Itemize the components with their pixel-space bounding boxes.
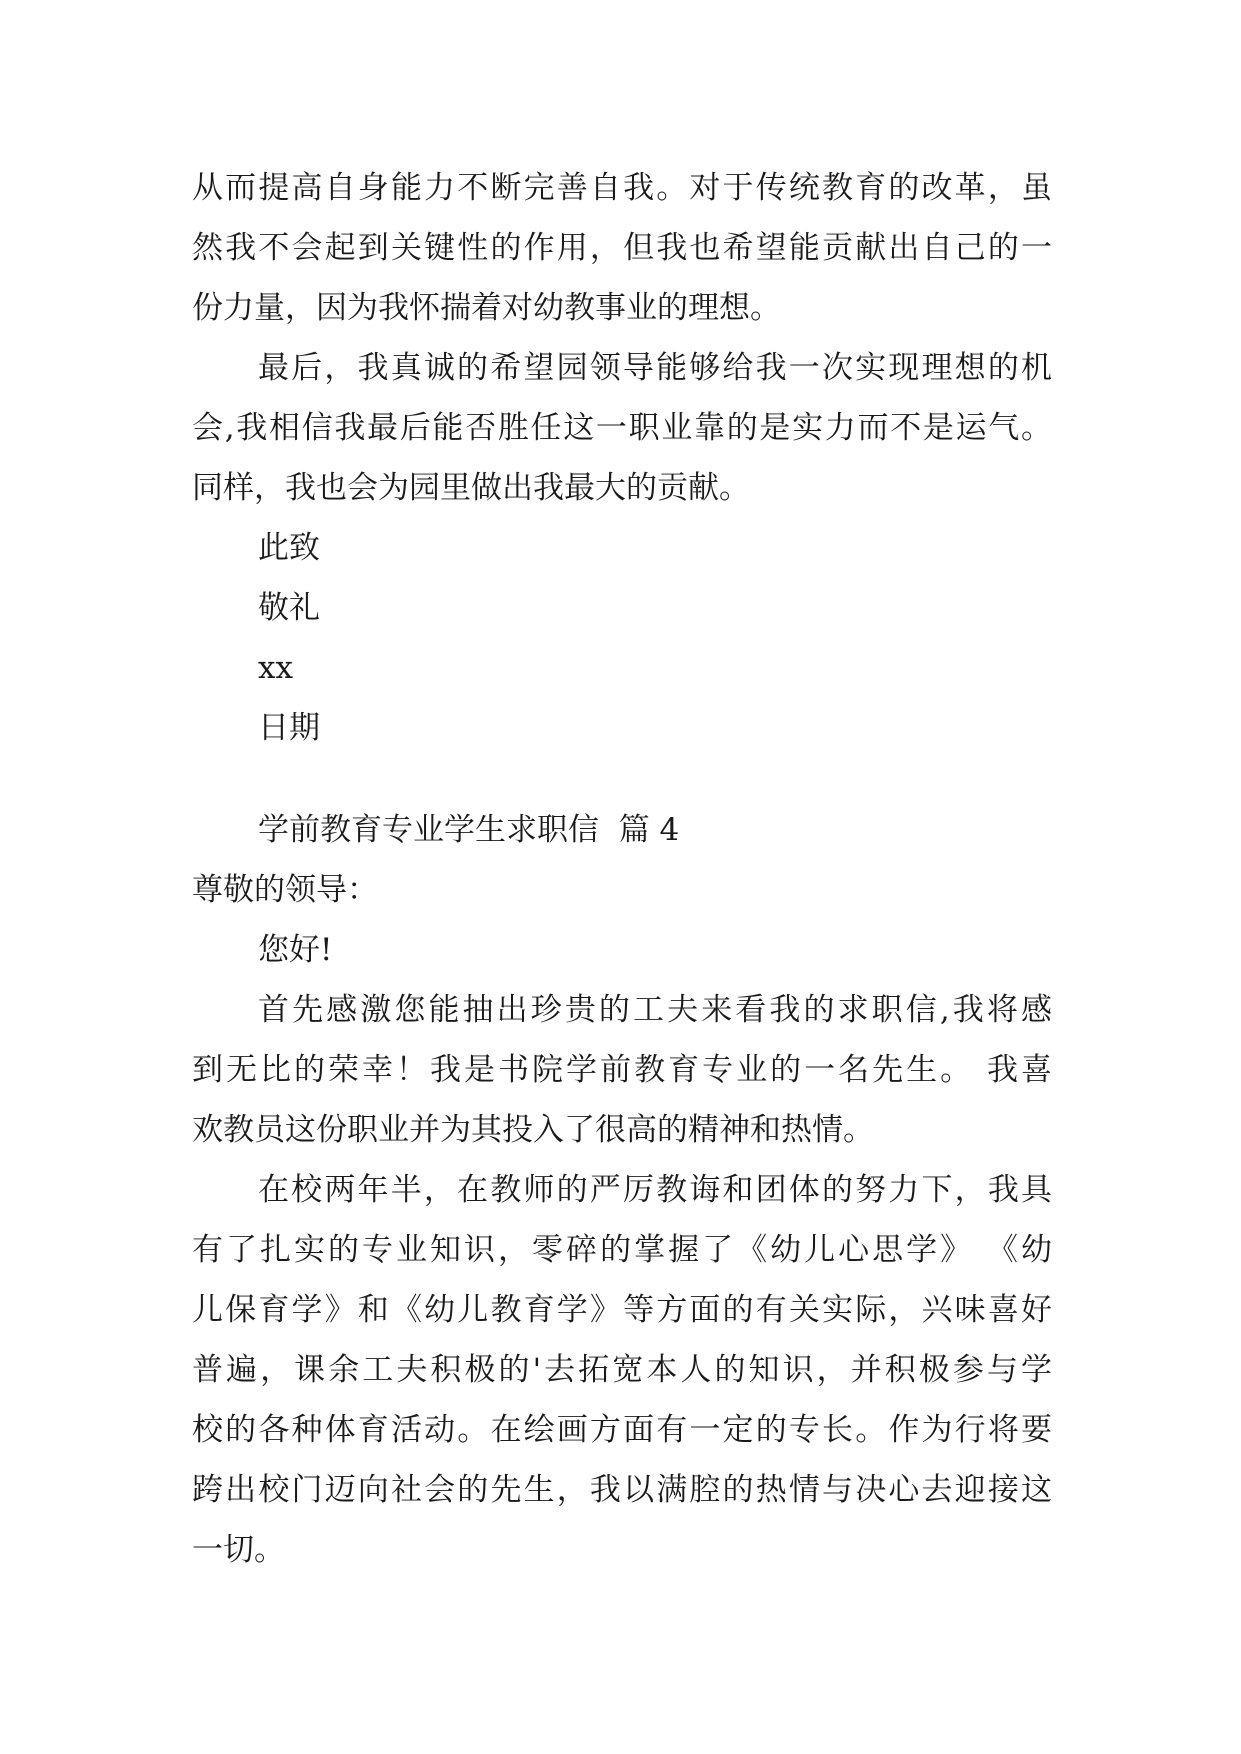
paragraph-line: 最后，我真诚的希望园领导能够给我一次实现理想的机 xyxy=(258,350,1052,386)
paragraph-line: 校的各种体育活动。在绘画方面有一定的专长。作为行将要 xyxy=(192,1412,1052,1448)
signature-date: 日期 xyxy=(258,710,320,746)
paragraph-line: 一切。 xyxy=(192,1532,285,1568)
closing-jingli: 敬礼 xyxy=(258,590,320,626)
paragraph-line: 同样，我也会为园里做出我最大的贡献。 xyxy=(192,470,750,506)
salutation: 尊敬的领导： xyxy=(192,872,378,908)
signature-name: xx xyxy=(258,650,293,686)
paragraph-line: 会,我相信我最后能否胜任这一职业靠的是实力而不是运气。 xyxy=(192,410,1052,446)
paragraph-line: 跨出校门迈向社会的先生，我以满腔的热情与决心去迎接这 xyxy=(192,1472,1052,1508)
paragraph-line: 欢教员这份职业并为其投入了很高的精神和热情。 xyxy=(192,1112,874,1148)
paragraph-line: 儿保育学》和《幼儿教育学》等方面的有关实际，兴味喜好 xyxy=(192,1292,1052,1328)
paragraph-line: 有了扎实的专业知识，零碎的掌握了《幼儿心思学》 《幼 xyxy=(192,1232,1052,1268)
paragraph-line: 然我不会起到关键性的作用，但我也希望能贡献出自己的一 xyxy=(192,230,1052,266)
paragraph-line: 份力量，因为我怀揣着对幼教事业的理想。 xyxy=(192,290,781,326)
paragraph-line: 首先感激您能抽出珍贵的工夫来看我的求职信,我将感 xyxy=(258,992,1052,1028)
greeting: 您好! xyxy=(258,932,333,968)
paragraph-line: 在校两年半，在教师的严厉教诲和团体的努力下，我具 xyxy=(258,1172,1052,1208)
paragraph-line: 到无比的荣幸！我是书院学前教育专业的一名先生。 我喜 xyxy=(192,1052,1052,1088)
section-title: 学前教育专业学生求职信 篇 4 xyxy=(258,812,680,848)
closing-zhici: 此致 xyxy=(258,530,320,566)
paragraph-line: 普遍，课余工夫积极的'去拓宽本人的知识，并积极参与学 xyxy=(192,1352,1052,1388)
paragraph-line: 从而提高自身能力不断完善自我。对于传统教育的改革，虽 xyxy=(192,170,1052,206)
